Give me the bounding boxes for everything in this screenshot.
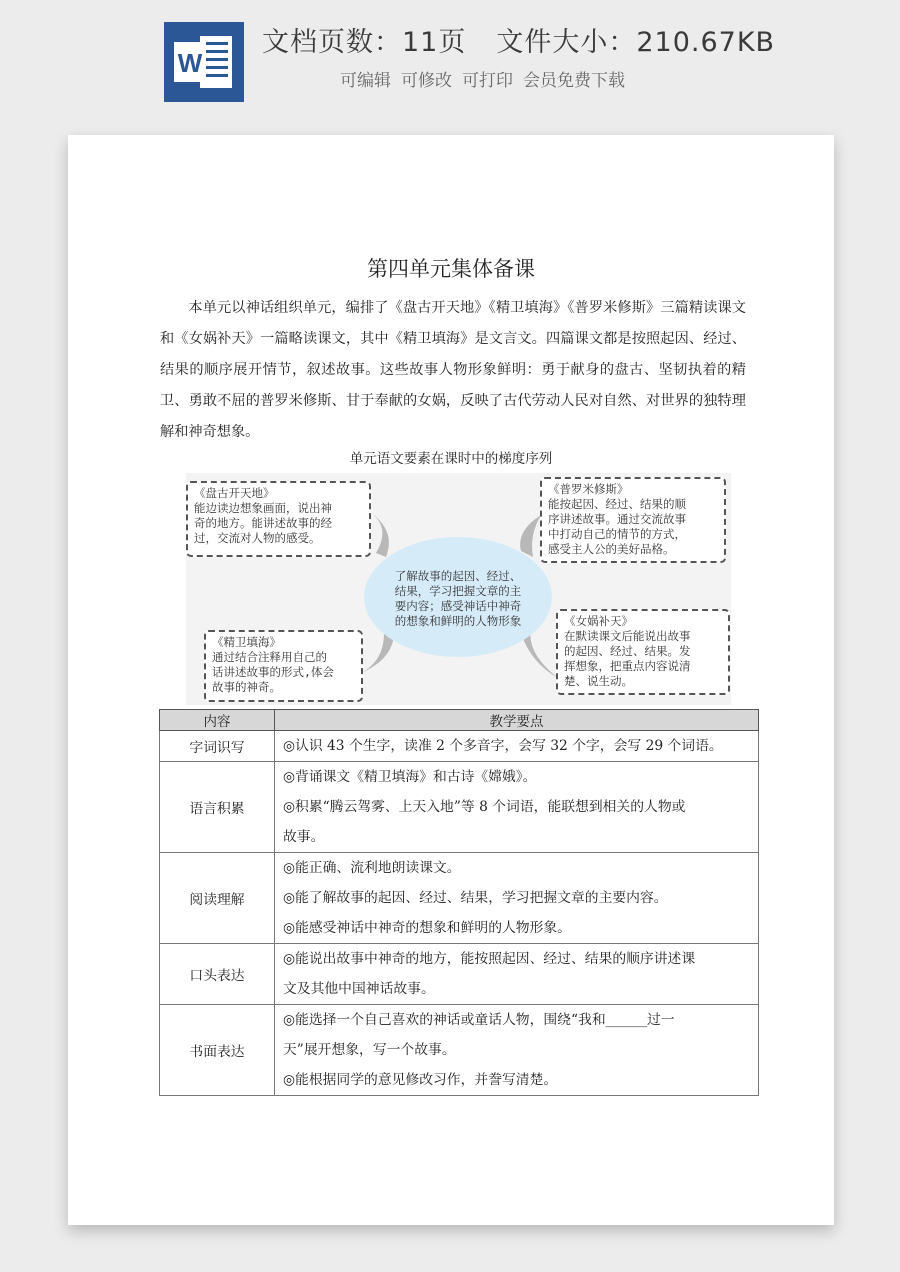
center-summary [374,569,542,629]
box-prometheus [540,477,726,563]
document-stats [262,20,775,59]
row-content [275,1005,759,1096]
box-line: 通过结合注释用自己的 [212,650,327,664]
box-line: 过，交流对人物的感受。 [194,531,321,545]
table-row [160,944,759,1005]
header-content: 内容 [160,710,275,731]
box-line: 《女娲补天》 [564,614,633,628]
document-page [68,135,834,1225]
row-line: ◎能正确、流利地朗读课文。 [283,860,461,876]
row-line: ◎能根据同学的意见修改习作，并誊写清楚。 [283,1072,558,1088]
box-line: 序讲述故事。通过交流故事 [548,512,686,526]
badge-modifiable: 可修改 [401,71,452,91]
row-line: ◎能说出故事中神奇的地方，能按照起因、经过、结果的顺序讲述课 [283,951,696,967]
box-nuwa [556,609,730,695]
row-line: 故事。 [283,829,325,845]
box-line: 话讲述故事的形式,体会 [212,665,334,679]
row-line: 文及其他中国神话故事。 [283,981,435,997]
document-title: 第四单元集体备课 [367,257,535,281]
badge-printable: 可打印 [462,71,513,91]
mind-map-diagram [186,473,731,705]
center-line: 结果，学习把握文章的主 [394,584,522,598]
row-label: 语言积累 [160,762,275,853]
row-line: ◎认识 43 个生字，读准 2 个多音字，会写 32 个字，会写 29 个词语。 [283,738,723,754]
file-size: 文件大小：210.67KB [496,27,776,58]
box-line: 中打动自己的情节的方式， [548,527,686,541]
box-line: 《精卫填海》 [212,635,281,649]
word-icon-letter: W [177,48,203,78]
word-document-icon [164,22,244,102]
connector-top-right [520,515,541,557]
download-header [0,0,900,130]
center-line: 要内容；感受神话中神奇 [394,599,522,613]
badge-editable: 可编辑 [340,71,391,91]
table-row [160,853,759,944]
box-line: 楚、说生动。 [564,674,633,688]
feature-badges [340,66,635,91]
box-line: 能边读边想象画面，说出神 [194,501,332,515]
table-header-row [160,710,759,731]
table-row [160,762,759,853]
row-line: ◎背诵课文《精卫填海》和古诗《嫦娥》。 [283,769,537,785]
table-row [160,1005,759,1096]
row-label: 字词识写 [160,731,275,762]
box-line: 《盘古开天地》 [194,486,275,500]
row-line: ◎能选择一个自己喜欢的神话或童话人物，围绕“我和______过一 [283,1012,675,1028]
row-line: ◎积累“腾云驾雾、上天入地”等 8 个词语，能联想到相关的人物或 [283,799,686,815]
row-label: 书面表达 [160,1005,275,1096]
center-line: 了解故事的起因、经过、 [394,569,522,583]
box-line: 奇的地方。能讲述故事的经 [194,516,332,530]
badge-member-download: 会员免费下载 [523,71,625,91]
row-line: ◎能了解故事的起因、经过、结果，学习把握文章的主要内容。 [283,890,668,906]
box-line: 故事的神奇。 [212,680,281,694]
row-label: 阅读理解 [160,853,275,944]
box-pangu [186,481,371,557]
row-line: ◎能感受神话中神奇的想象和鲜明的人物形象。 [283,920,571,936]
page-count: 文档页数：11页 [262,27,467,58]
box-line: 的起因、经过、结果。发 [564,644,691,658]
box-line: 感受主人公的美好品格。 [548,542,675,556]
row-content [275,944,759,1005]
row-content [275,762,759,853]
box-jingwei [204,630,363,702]
diagram-title: 单元语文要素在课时中的梯度序列 [349,451,553,467]
box-line: 能按起因、经过、结果的顺 [548,497,686,511]
row-content [275,731,759,762]
intro-paragraph: 本单元以神话组织单元，编排了《盘古开天地》《精卫填海》《普罗米修斯》三篇精读课文和《女娲补天》一篇略读课文，其中《精卫填海》是文言文。四篇课文都是按照起因、经过、结果的顺序展开情节，叙述故事。这些故事人物形象鲜明：勇于献身的盘古、坚韧执着的精卫、勇敢不屈的普罗米修斯、甘于奉献的女娲，反映了古代劳动人民对自然、对世界的独特理解和神奇想象。 [160,300,746,440]
row-line: 天”展开想象，写一个故事。 [283,1042,456,1058]
box-line: 挥想象，把重点内容说清 [564,659,691,673]
row-label: 口头表达 [160,944,275,1005]
table-row [160,731,759,762]
connector-top-left [371,513,389,557]
center-line: 的想象和鲜明的人物形象 [394,614,522,628]
box-line: 在默读课文后能说出故事 [564,629,691,643]
box-line: 《普罗米修斯》 [548,482,629,496]
header-teaching-points: 教学要点 [275,710,759,731]
teaching-points-table [159,709,759,1096]
row-content [275,853,759,944]
